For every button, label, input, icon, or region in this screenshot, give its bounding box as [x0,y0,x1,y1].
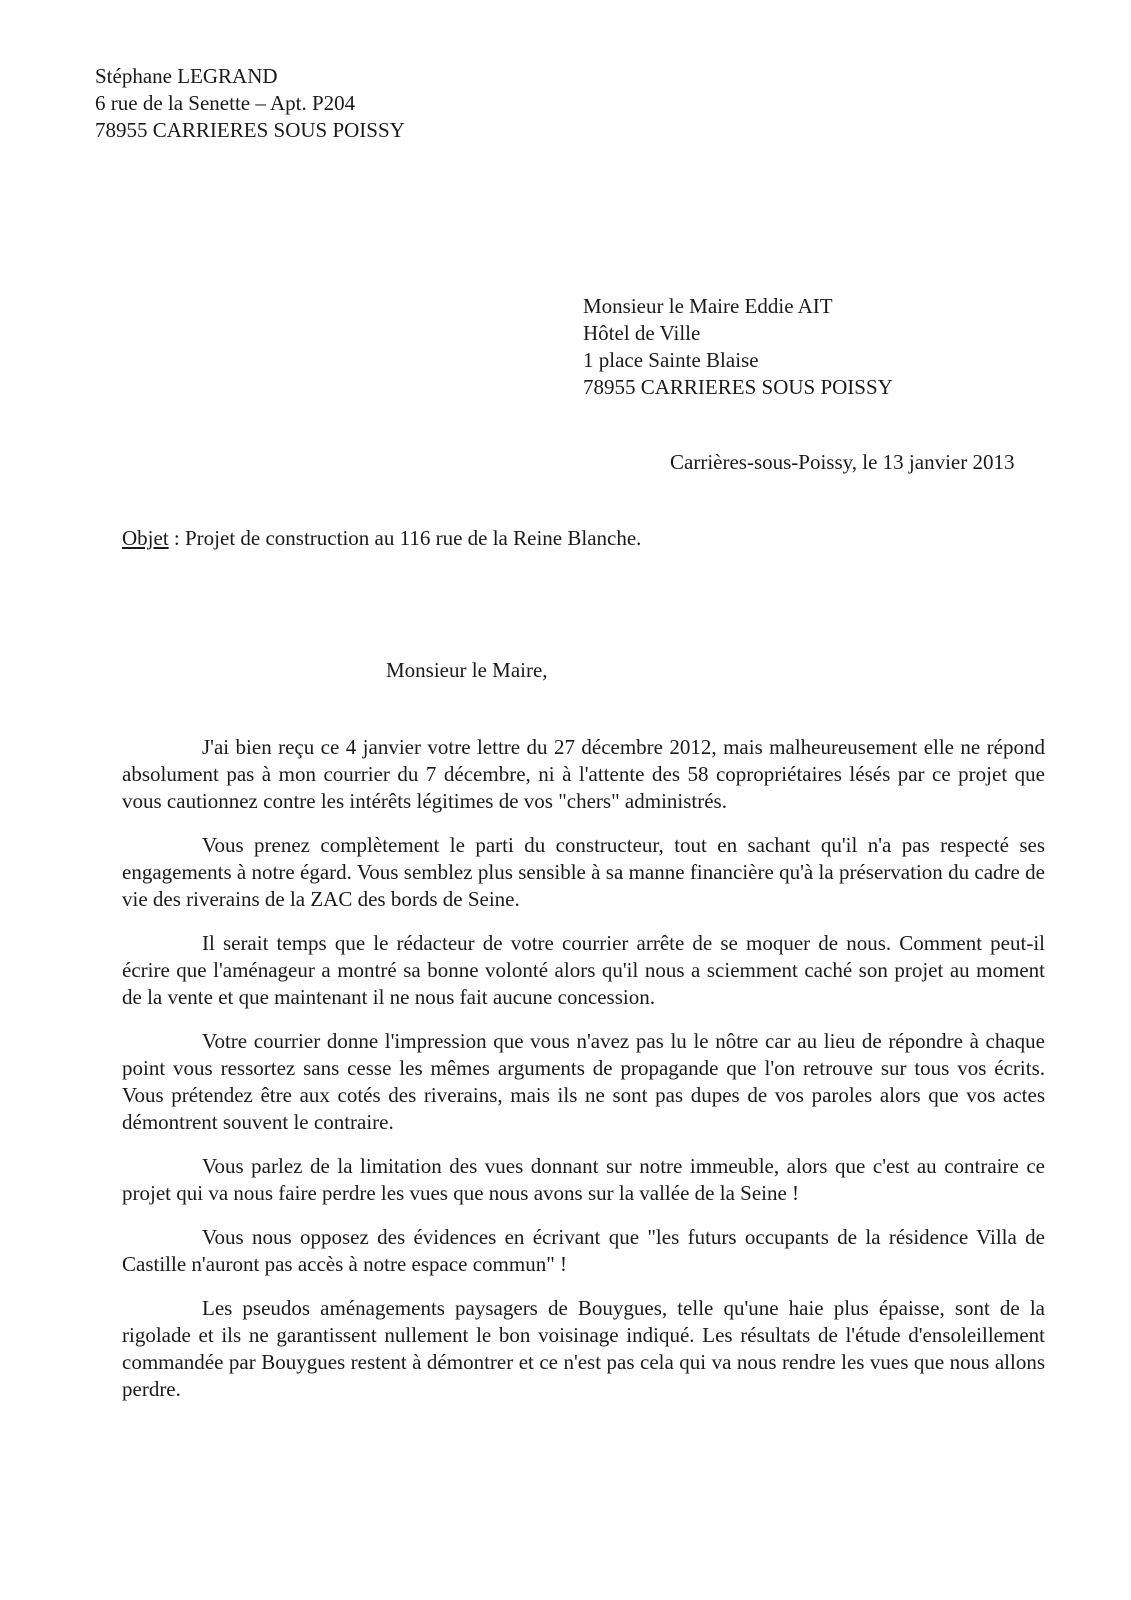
sender-address-block [95,63,405,144]
letter-date: Carrières-sous-Poissy, le 13 janvier 2013 [670,450,1015,474]
sender-name: Stéphane LEGRAND [95,64,278,88]
body-paragraph: J'ai bien reçu ce 4 janvier votre lettre du 27 décembre 2012, mais malheureusement elle ne répond absolument pas à mon courrier du 7 décembre, ni à l'attente des 58 copropriétaires lésés par ce projet que vous cautionnez contre les intérêts légitimes de vos "chers" administrés. [122,735,1045,813]
recipient-street: 1 place Sainte Blaise [583,348,759,372]
body-paragraph: Vous nous opposez des évidences en écrivant que "les futurs occupants de la résidence Villa de Castille n'auront pas accès à notre espace commun" ! [122,1225,1045,1276]
body-paragraph: Les pseudos aménagements paysagers de Bouygues, telle qu'une haie plus épaisse, sont de la rigolade et ils ne garantissent nullement le bon voisinage indiqué. Les résultats de l'étude d'ensoleillement commandée par Bouygues restent à démontrer et ce n'est pas cela qui va nous rendre les vues que nous allons perdre. [122,1296,1045,1401]
letter-object [122,525,641,552]
recipient-name: Monsieur le Maire Eddie AIT [583,294,833,318]
body-paragraph: Il serait temps que le rédacteur de votre courrier arrête de se moquer de nous. Comment peut-il écrire que l'aménageur a montré sa bonne volonté alors qu'il nous a sciemment caché son projet au moment de la vente et que maintenant il ne nous fait aucune concession. [122,931,1045,1009]
body-paragraph: Votre courrier donne l'impression que vous n'avez pas lu le nôtre car au lieu de répondre à chaque point vous ressortez sans cesse les mêmes arguments de propagande que l'on retrouve sur tous vos écrits. Vous prétendez être aux cotés des riverains, mais ils ne sont pas dupes de vos paroles alors que vos actes démontrent souvent le contraire. [122,1029,1045,1134]
object-label: Objet [122,526,169,550]
salutation: Monsieur le Maire, [386,658,548,682]
letter-body [122,734,1045,1420]
recipient-address-block [583,293,893,401]
body-paragraph: Vous prenez complètement le parti du constructeur, tout en sachant qu'il n'a pas respecté ses engagements à notre égard. Vous semblez plus sensible à sa manne financière qu'à la préservation du cadre de vie des riverains de la ZAC des bords de Seine. [122,833,1045,911]
sender-city: 78955 CARRIERES SOUS POISSY [95,118,405,142]
object-separator: : [168,526,185,550]
sender-street: 6 rue de la Senette – Apt. P204 [95,91,356,115]
recipient-city: 78955 CARRIERES SOUS POISSY [583,375,893,399]
recipient-building: Hôtel de Ville [583,321,701,345]
body-paragraph: Vous parlez de la limitation des vues donnant sur notre immeuble, alors que c'est au contraire ce projet qui va nous faire perdre les vues que nous avons sur la vallée de la Seine ! [122,1154,1045,1205]
object-text: Projet de construction au 116 rue de la Reine Blanche. [185,526,642,550]
